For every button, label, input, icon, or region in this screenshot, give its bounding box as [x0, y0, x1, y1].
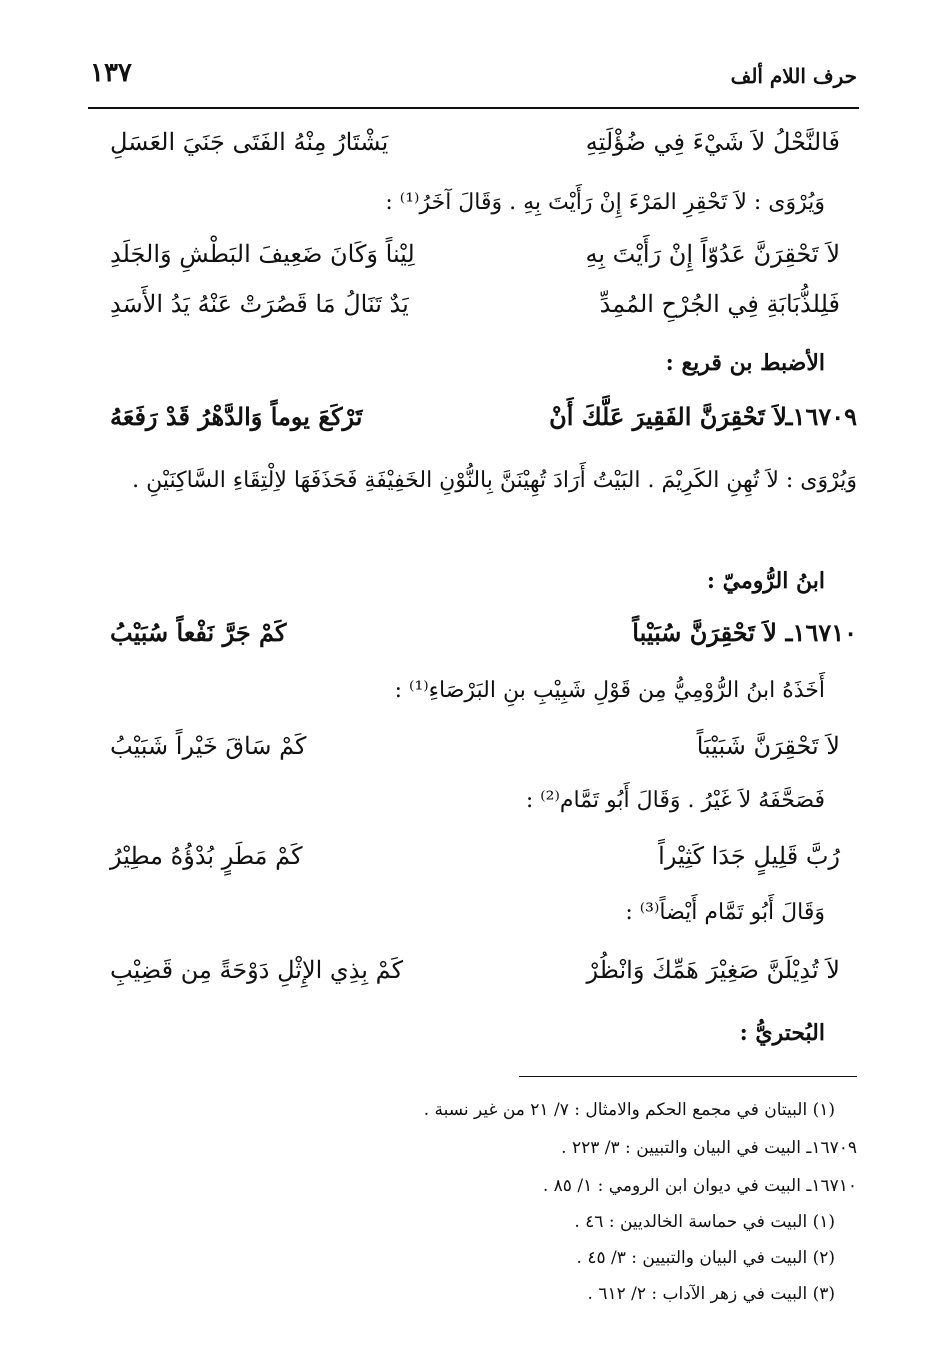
verse-number: ١٦٧١٠ـ — [785, 618, 857, 647]
verse-hemistich-first: فَالنَّحْلُ لاَ شَيْءَ فِي ضُؤْلَتِهِ — [585, 128, 840, 156]
verse-line — [110, 290, 840, 330]
verse-hemistich-first: لاَ تَحْقِرَنَّ سُبَيْباً — [632, 618, 777, 647]
verse-line — [110, 240, 840, 280]
header-divider — [88, 107, 859, 109]
commentary-paragraph: وَيُرْوَى : لاَ تُهِنِ الكَرِيْمَ . البَيْتُ أَرَادَ تُهِيْنَنَّ بِالنُّوْنِ الخَفِيْفَةِ فَحَذَفَهَا لاِلْتِقَاءِ السَّاكِنَيْنِ . — [132, 468, 857, 493]
verse-hemistich-second: لِيْناً وَكَانَ ضَعِيفَ البَطْشِ وَالجَلَدِ — [110, 240, 415, 268]
verse-hemistich-second: كَمْ مَطَرٍ بُدْؤُهُ مطِيْرُ — [110, 842, 303, 870]
verse-hemistich-second: يَدٌ تَنَالُ مَا قَصُرَتْ عَنْهُ يَدُ الأَسَدِ — [110, 290, 409, 318]
footnote: ١٦٧١٠ـ البيت في ديوان ابن الرومي : ١/ ٨٥ . — [542, 1176, 857, 1196]
footnote-divider — [519, 1076, 857, 1077]
numbered-verse — [110, 618, 857, 662]
page-number: ١٣٧ — [90, 58, 132, 88]
poet-name: ابنُ الرُّوميّ : — [706, 568, 825, 594]
verse-hemistich-first: لاَ تُدِيْلَنَّ صَغِيْرَ هَمِّكَ وَانْظُرْ — [586, 956, 840, 984]
verse-hemistich-first: رُبَّ قَلِيلٍ جَدَا كَثِيْراً — [658, 842, 840, 870]
verse-hemistich-first: فَلِلذُّبَابَةِ فِي الجُرْحِ المُمِدِّ — [599, 290, 840, 318]
verse-hemistich-first: لاَ تَحْقِرَنَّ شَبَيْبَاً — [696, 732, 840, 760]
footnote: (١) البيت في حماسة الخالديين : ٤٦ . — [574, 1212, 835, 1232]
verse-hemistich-first: لاَ تَحْقِرَنَّ عَدُوّاً إِنْ رَأَيْتَ بِهِ — [585, 240, 840, 268]
verse-hemistich-first: لاَ تَحْقِرَنَّ الفَقِيرَ عَلَّكَ أَنْ — [549, 402, 787, 431]
text-line: فَصَحَّفَهُ لاَ غَيْرُ . وَقَالَ أَبُو تَمَّام⁽²⁾ : — [525, 788, 825, 813]
verse-hemistich-second: يَشْتَارُ مِنْهُ الفَتَى جَنَيَ العَسَلِ — [110, 128, 389, 156]
page-header — [90, 56, 857, 100]
verse-line — [110, 128, 840, 168]
text-line: وَيُرْوَى : لاَ تَحْقِرِ المَرْءَ إِنْ رَأَيْتَ بِهِ . وَقَالَ آخَرُ⁽¹⁾ : — [385, 190, 825, 215]
verse-line — [110, 842, 840, 882]
verse-hemistich-second: كَمْ بِذِي الإِثْلِ دَوْحَةً مِن قَضِيْبِ — [110, 956, 404, 984]
footnote: (٣) البيت في زهر الآداب : ٢/ ٦١٢ . — [587, 1284, 835, 1304]
verse-hemistich-second: كَمْ سَاقَ خَيْراً شَبَيْبُ — [110, 732, 307, 760]
footnote: ١٦٧٠٩ـ البيت في البيان والتبيين : ٣/ ٢٢٣ . — [561, 1138, 857, 1158]
poet-name: الأضبط بن قريع : — [665, 350, 825, 376]
footnote: (١) البيتان في مجمع الحكم والامثال : ٧/ ٢١ من غير نسبة . — [423, 1100, 835, 1120]
verse-hemistich-second: تَرْكَعَ يوماً وَالدَّهْرُ قَدْ رَفَعَهُ — [110, 402, 363, 431]
text-line: أَخَذَهُ ابنُ الرُّوْمِيُّ مِن قَوْلِ شَبِيْبِ بنِ البَرْصَاءِ⁽¹⁾ : — [394, 678, 825, 703]
poet-name: البُحتريُّ : — [739, 1020, 825, 1046]
numbered-verse — [110, 402, 857, 446]
verse-hemistich-second: كَمْ جَرَّ نَفْعاً سُبَيْبُ — [110, 618, 287, 647]
footnote: (٢) البيت في البيان والتبيين : ٣/ ٤٥ . — [576, 1248, 835, 1268]
verse-line — [110, 732, 840, 772]
verse-number: ١٦٧٠٩ـ — [785, 402, 857, 431]
text-line: وَقَالَ أَبُو تَمَّام أَيْضاً⁽³⁾ : — [625, 900, 825, 925]
verse-line — [110, 956, 840, 996]
chapter-title: حرف اللام ألف — [730, 64, 857, 88]
